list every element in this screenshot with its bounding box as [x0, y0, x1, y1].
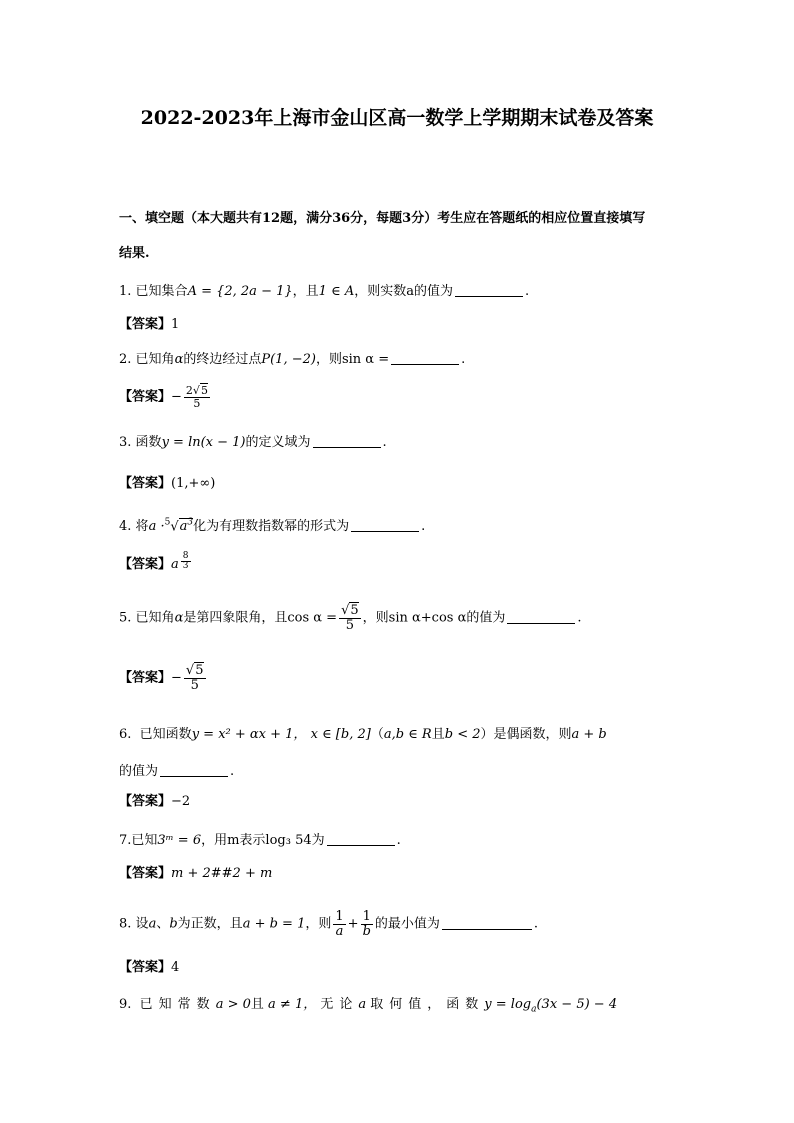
answer-3: 【答案】(1,+∞) — [119, 476, 216, 491]
answer-blank — [327, 845, 395, 846]
question-8: 8. 设a、b为正数，且a + b = 1，则 $\frac{1}{a}$ + $\frac{1}{b}$ 的最小值为 . — [119, 909, 539, 939]
answer-blank — [351, 531, 419, 532]
question-6: 6. 已知函数y = x² + αx + 1， x ∈ [b, 2]（a,b ∈ R且b < 2）是偶函数，则a + b — [119, 727, 607, 742]
question-3: 3. 函数y = ln(x − 1)的定义域为 . — [119, 435, 387, 450]
answer-5: 【答案】− $\frac{√5}{5}$ — [119, 663, 204, 693]
question-1: 1. 已知集合A = {2, 2a − 1}，且1 ∈ A，则实数a的值为 . — [119, 284, 530, 299]
answer-blank — [313, 447, 381, 448]
answer-7: 【答案】m + 2##2 + m — [119, 866, 273, 881]
answer-blank — [160, 776, 228, 777]
question-5: 5. 已知角α是第四象限角，且cos α = $\frac{√5}{5}$ ，则sin α+cos α的值为 . — [119, 603, 582, 633]
answer-2: 【答案】− $\frac{2√5}{5}$ — [119, 384, 208, 410]
answer-6: 【答案】−2 — [119, 794, 191, 809]
answer-blank — [391, 364, 459, 365]
question-4: 4. 将$a \cdot^5√a^3$化为有理数指数幂的形式为 . — [119, 517, 426, 534]
question-7: 7.已知3ᵐ = 6，用m表示log₃ 54为 . — [119, 833, 401, 848]
answer-8: 【答案】4 — [119, 960, 180, 975]
section-heading: 一、填空题（本大题共有12题，满分36分，每题3分）考生应在答题纸的相应位置直接填写 — [119, 211, 646, 226]
question-9: 9. 已知常数a > 0且 a ≠ 1， 无论a 取何值，函数$y = \log_a(3x - 5) - 4$ — [119, 997, 618, 1015]
answer-blank — [455, 296, 523, 297]
answer-4: 【答案】a $\frac{8}{3}$ — [119, 551, 189, 572]
answer-1: 【答案】1 — [119, 317, 180, 332]
answer-blank — [442, 929, 532, 930]
question-6-cont: 的值为 . — [119, 764, 235, 779]
section-heading-cont: 结果. — [119, 246, 150, 261]
answer-blank — [507, 623, 575, 624]
page-title: 2022-2023年上海市金山区高一数学上学期期末试卷及答案 — [140, 107, 654, 129]
question-2: 2. 已知角α的终边经过点P(1, −2)，则sin α = . — [119, 352, 466, 367]
